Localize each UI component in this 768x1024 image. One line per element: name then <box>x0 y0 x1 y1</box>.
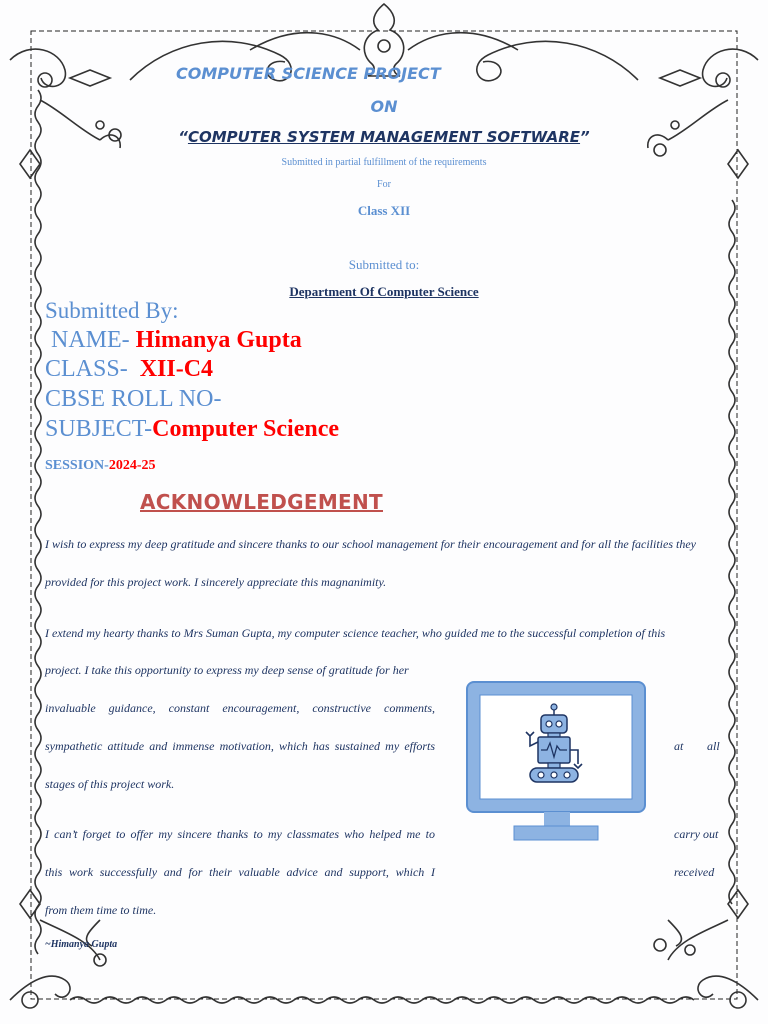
for-text: For <box>377 179 391 190</box>
robot-monitor-icon <box>464 680 650 844</box>
subject-value: Computer Science <box>152 416 340 442</box>
ack-p3-line3: from them time to time. <box>45 903 157 917</box>
close-quote: ” <box>580 128 590 146</box>
class-label: CLASS- <box>45 356 140 382</box>
acknowledgement-heading: ACKNOWLEDGEMENT <box>140 490 383 514</box>
requirement-text: Submitted in partial fulfillment of the requirements <box>281 157 487 168</box>
project-title-line1: COMPUTER SCIENCE PROJECT <box>176 64 441 83</box>
ack-p2-line3-text: invaluable guidance, constant encouragement, constructive comments, <box>45 701 435 715</box>
ack-p2-line4b-word2: all <box>707 739 720 753</box>
project-title-line2: ON <box>370 97 398 116</box>
subject-line <box>45 416 339 443</box>
session-label: SESSION- <box>45 458 109 473</box>
ack-p3-line1b: carry out <box>674 827 719 841</box>
submitted-by-label: Submitted By: <box>45 298 179 323</box>
class-value: XII-C4 <box>139 356 214 382</box>
ack-p1-line2: provided for this project work. I sincerely appreciate this magnanimity. <box>45 575 387 589</box>
submitted-to-label: Submitted to: <box>348 257 420 272</box>
signature: ~Himanya Gupta <box>45 939 118 950</box>
ack-p1-line1: I wish to express my deep gratitude and sincere thanks to our school management for their encouragement and for all the facilities they <box>45 537 696 551</box>
project-name: COMPUTER SYSTEM MANAGEMENT SOFTWARE <box>187 128 581 146</box>
ack-p2-line1: I extend my hearty thanks to Mrs Suman Gupta, my computer science teacher, who guided me to the successful completion of this <box>45 626 666 640</box>
class-line <box>45 356 213 383</box>
open-quote: “ <box>178 128 188 146</box>
name-value: Himanya Gupta <box>135 327 302 353</box>
name-label: NAME- <box>45 327 136 353</box>
class-text: Class XII <box>357 203 411 218</box>
ack-p3-line2a: this work successfully and for their valuable advice and support, which I <box>45 865 435 879</box>
session-line <box>45 458 155 474</box>
ack-p2-line5: stages of this project work. <box>45 777 175 791</box>
ack-p2-line4b-word1: at <box>674 739 684 753</box>
department-name: Department Of Computer Science <box>289 284 479 299</box>
ack-p3-line1a: I can’t forget to offer my sincere thanks to my classmates who helped me to <box>45 827 435 841</box>
ack-p2-line4a: sympathetic attitude and immense motivation, which has sustained my efforts <box>45 739 435 753</box>
roll-no-label: CBSE ROLL NO- <box>45 386 222 412</box>
ack-p2-line2: project. I take this opportunity to express my deep sense of gratitude for her <box>45 663 409 677</box>
project-title-line3 <box>0 128 768 146</box>
ack-p3-line2b: received <box>674 865 715 879</box>
session-value: 2024-25 <box>108 458 156 473</box>
subject-label: SUBJECT- <box>45 416 153 442</box>
ack-p2-line3 <box>45 701 435 716</box>
name-line <box>45 327 302 354</box>
